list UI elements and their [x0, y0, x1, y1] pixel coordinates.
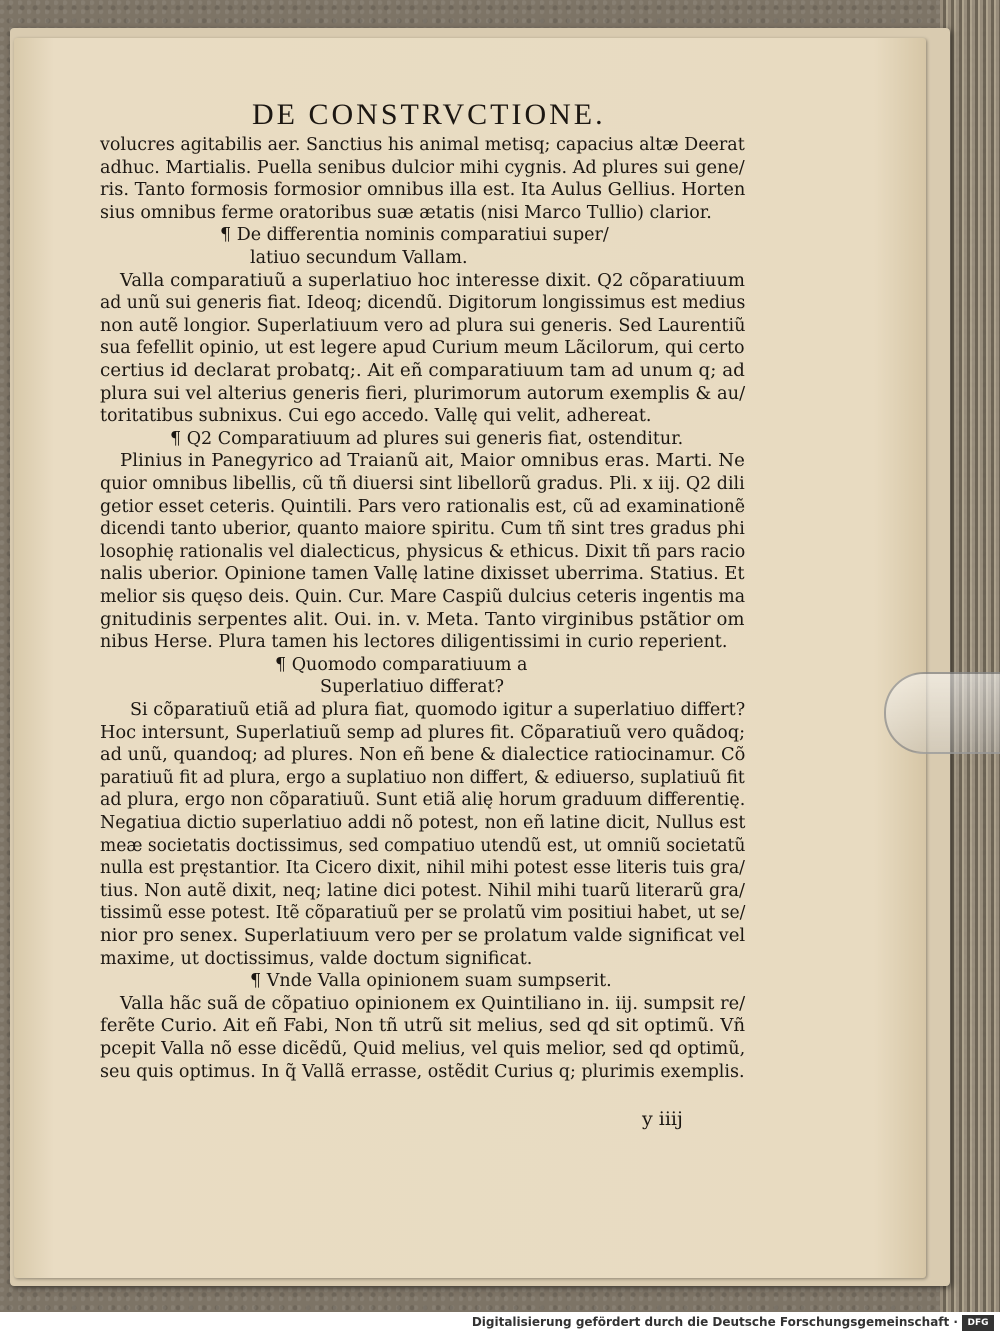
- text-line: Hoc intersunt, Superlatiuũ semp ad plures fit. Cõparatiuũ vero quãdoq;: [100, 722, 746, 743]
- text-line: tissimũ esse potest. Itẽ cõparatiuũ per se prolatũ vim positiui habet, ut se/: [100, 903, 746, 924]
- text-line: toritatibus subnixus. Cui ego accedo. Vallę qui velit, adhereat.: [100, 406, 652, 427]
- signature-mark: y iiij: [642, 1108, 683, 1130]
- text-line: nulla est pręstantior. Ita Cicero dixit, nihil mihi potest esse literis tuis gra/: [100, 858, 745, 879]
- text-line: Negatiua dictio superlatiuo addi nõ potest, non eñ latine dicit, Nullus est: [100, 813, 746, 833]
- footer-credit: Digitalisierung gefördert durch die Deutsche Forschungsgemeinschaft ·: [471, 1315, 958, 1329]
- text-line: ¶ De differentia nominis comparatiui super/: [220, 225, 609, 246]
- text-line: nibus Herse. Plura tamen his lectores diligentissimi in curio reperient.: [100, 632, 728, 653]
- text-line: ad plura, ergo non cõparatiuũ. Sunt etiã alię horum graduum differentię.: [100, 790, 746, 811]
- text-line: Superlatiuo differat?: [320, 677, 505, 698]
- text-line: losophię rationalis vel dialecticus, physicus & ethicus. Dixit tñ pars racio: [100, 541, 746, 562]
- footer-bar: [0, 1312, 1000, 1335]
- text-line: ferẽte Curio. Ait eñ Fabi, Non tñ utrũ sit melius, sed qd sit optimũ. Vñ: [100, 1016, 746, 1037]
- text-line: non autẽ longior. Superlatiuum vero ad plura sui generis. Sed Laurentiũ: [100, 315, 746, 336]
- text-line: plura sui vel alterius generis fieri, plurimorum autorum exemplis & au/: [100, 383, 746, 404]
- text-line: nalis uberior. Opinione tamen Vallę latine dixisset uberrima. Statius. Et: [100, 564, 745, 585]
- text-line: sua fefellit opinio, ut est legere apud Curium meum Lãcilorum, qui certo: [100, 338, 745, 359]
- page-clip: [884, 672, 1000, 754]
- text-line: Si cõparatiuũ etiã ad plura fiat, quomodo igitur a superlatiuo differt?: [130, 700, 746, 720]
- text-line: Plinius in Panegyrico ad Traianũ ait, Maior omnibus eras. Marti. Ne: [120, 451, 745, 472]
- text-line: ris. Tanto formosis formosior omnibus illa est. Ita Aulus Gellius. Horten: [100, 180, 746, 201]
- text-line: getior esset ceteris. Quintili. Pars vero rationalis est, cũ ad examinationẽ: [100, 496, 746, 517]
- text-line: sius omnibus ferme oratoribus suæ ætatis (nisi Marco Tullio) clarior.: [100, 202, 712, 223]
- text-line: volucres agitabilis aer. Sanctius his animal metisq; capacius altæ Deerat: [100, 135, 745, 155]
- running-head: DE CONSTRVCTIONE.: [252, 98, 606, 131]
- text-line: seu quis optimus. In q̃ Vallã errasse, ostẽdit Curius q; plurimis exemplis.: [100, 1061, 745, 1082]
- text-line: ad unũ, quandoq; ad plures. Non eñ bene & dialectice ratiocinamur. Cõ: [100, 745, 746, 766]
- text-line: Valla comparatiuũ a superlatiuo hoc interesse dixit. Q2 cõparatiuum: [120, 270, 746, 291]
- text-line: latiuo secundum Vallam.: [250, 248, 468, 268]
- dfg-logo-icon: DFG: [962, 1315, 994, 1331]
- text-line: quior omnibus libellis, cũ tñ diuersi sint libellorũ gradus. Pli. x iij. Q2 dili: [100, 474, 745, 494]
- text-line: ¶ Quomodo comparatiuum a: [275, 654, 528, 675]
- text-line: dicendi tanto uberior, quanto maiore spiritu. Cum tñ sint tres gradus phi: [100, 519, 745, 540]
- text-line: melior sis quęso deis. Quin. Cur. Mare Caspiũ dulcius ceteris ingentis ma: [100, 587, 746, 607]
- text-line: maxime, ut doctissimus, valde doctum significat.: [100, 948, 533, 969]
- text-line: Valla hãc suã de cõpatiuo opinionem ex Quintiliano in. iij. sumpsit re/: [120, 993, 746, 1014]
- text-line: adhuc. Martialis. Puella senibus dulcior mihi cygnis. Ad plures sui gene/: [100, 157, 745, 178]
- text-line: meæ societatis doctissimus, sed compatiuo utendũ est, ut omniũ societatũ: [100, 835, 746, 856]
- text-line: pcepit Valla nõ esse dicẽdũ, Quid melius, vel quis melior, sed qd optimũ,: [100, 1039, 746, 1059]
- text-line: gnitudinis serpentes alit. Oui. in. v. Meta. Tanto virginibus pstãtior om: [100, 609, 745, 630]
- text-line: nior pro senex. Superlatiuum vero per se prolatum valde significat vel: [100, 926, 746, 946]
- text-line: paratiuũ fit ad plura, ergo a suplatiuo non differt, & ediuerso, suplatiuũ fit: [100, 767, 745, 788]
- text-line: ¶ Vnde Valla opinionem suam sumpserit.: [250, 971, 612, 992]
- text-line: certius id declarat probatq;. Ait eñ comparatiuum tam ad unum q; ad: [100, 361, 745, 381]
- text-line: tius. Non autẽ dixit, neq; latine dici potest. Nihil mihi tuarũ literarũ gra/: [100, 880, 745, 901]
- text-line: ad unũ sui generis fiat. Ideoq; dicendũ. Digitorum longissimus est medius: [100, 293, 746, 314]
- text-line: ¶ Q2 Comparatiuum ad plures sui generis fiat, ostenditur.: [170, 428, 684, 449]
